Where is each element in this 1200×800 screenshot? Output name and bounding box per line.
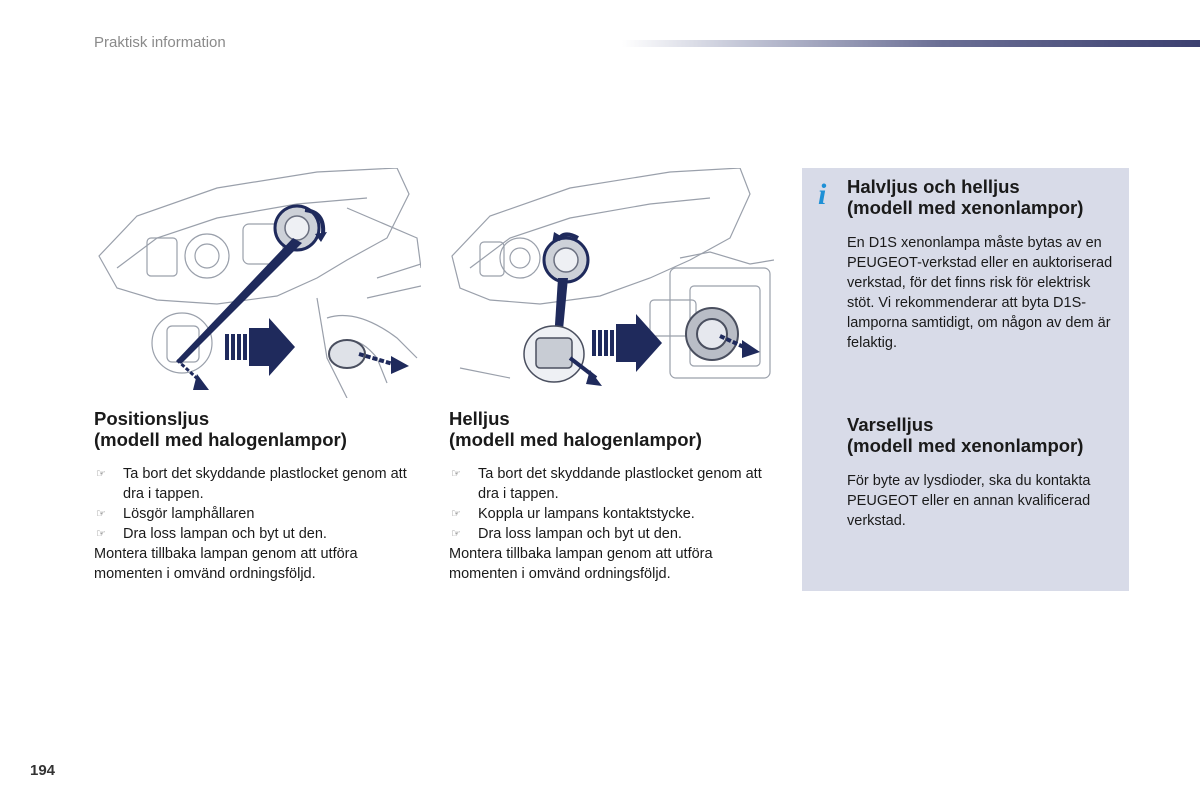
steps-list [449, 464, 779, 544]
section-title [449, 408, 779, 450]
closing-text: Montera tillbaka lampan genom att utföra momenten i omvänd ordningsföljd. [449, 546, 713, 582]
pointing-hand-icon: ☞ [451, 528, 461, 540]
header-decor-bar [622, 40, 1200, 47]
section-title-line2: (modell med halogenlampor) [449, 429, 702, 450]
info-block-text: En D1S xenonlampa måste bytas av en PEUGEOT-verkstad eller en auktoriserad verkstad, för det finns risk för elektrisk stöt. Vi rekommenderar att byta D1S-lamporna samtidigt, om någon av dem är felaktig. [847, 235, 1113, 351]
step-item: ☞ Lösgör lamphållaren [96, 506, 255, 522]
info-title-line1: Varselljus [847, 414, 934, 435]
closing-text: Montera tillbaka lampan genom att utföra momenten i omvänd ordningsföljd. [94, 546, 358, 582]
section-high-beam [449, 408, 779, 584]
info-icon: i [818, 178, 827, 211]
step-item: ☞ Dra loss lampan och byt ut den. [451, 526, 682, 542]
info-block-xenon-bulbs [847, 176, 1117, 353]
running-header: Praktisk information [94, 34, 226, 51]
step-item: ☞ Ta bort det skyddande plastlocket genom att dra i tappen. [96, 466, 407, 502]
info-block-title [847, 176, 1117, 218]
info-box [802, 168, 1129, 591]
info-block-text: För byte av lysdioder, ska du kontakta PEUGEOT eller en annan kvalificerad verkstad. [847, 473, 1091, 529]
step-item: ☞ Koppla ur lampans kontaktstycke. [451, 506, 695, 522]
section-title-line2: (modell med halogenlampor) [94, 429, 347, 450]
info-block-title [847, 414, 1117, 456]
info-block-daytime-lights [847, 414, 1117, 531]
info-title-line2: (modell med xenonlampor) [847, 197, 1084, 218]
pointing-hand-icon: ☞ [451, 508, 461, 520]
pointing-hand-icon: ☞ [96, 508, 106, 520]
pointing-hand-icon: ☞ [96, 468, 106, 480]
section-title-line1: Positionsljus [94, 408, 210, 429]
pointing-hand-icon: ☞ [451, 468, 461, 480]
section-title-line1: Helljus [449, 408, 510, 429]
illustration-position-light [97, 168, 421, 398]
info-title-line2: (modell med xenonlampor) [847, 435, 1084, 456]
section-title [94, 408, 424, 450]
section-position-light [94, 408, 424, 584]
pointing-hand-icon: ☞ [96, 528, 106, 540]
page-number: 194 [30, 762, 56, 779]
step-item: ☞ Ta bort det skyddande plastlocket genom att dra i tappen. [451, 466, 762, 502]
info-title-line1: Halvljus och helljus [847, 176, 1020, 197]
illustration-high-beam [450, 168, 774, 398]
step-item: ☞ Dra loss lampan och byt ut den. [96, 526, 327, 542]
steps-list [94, 464, 424, 544]
